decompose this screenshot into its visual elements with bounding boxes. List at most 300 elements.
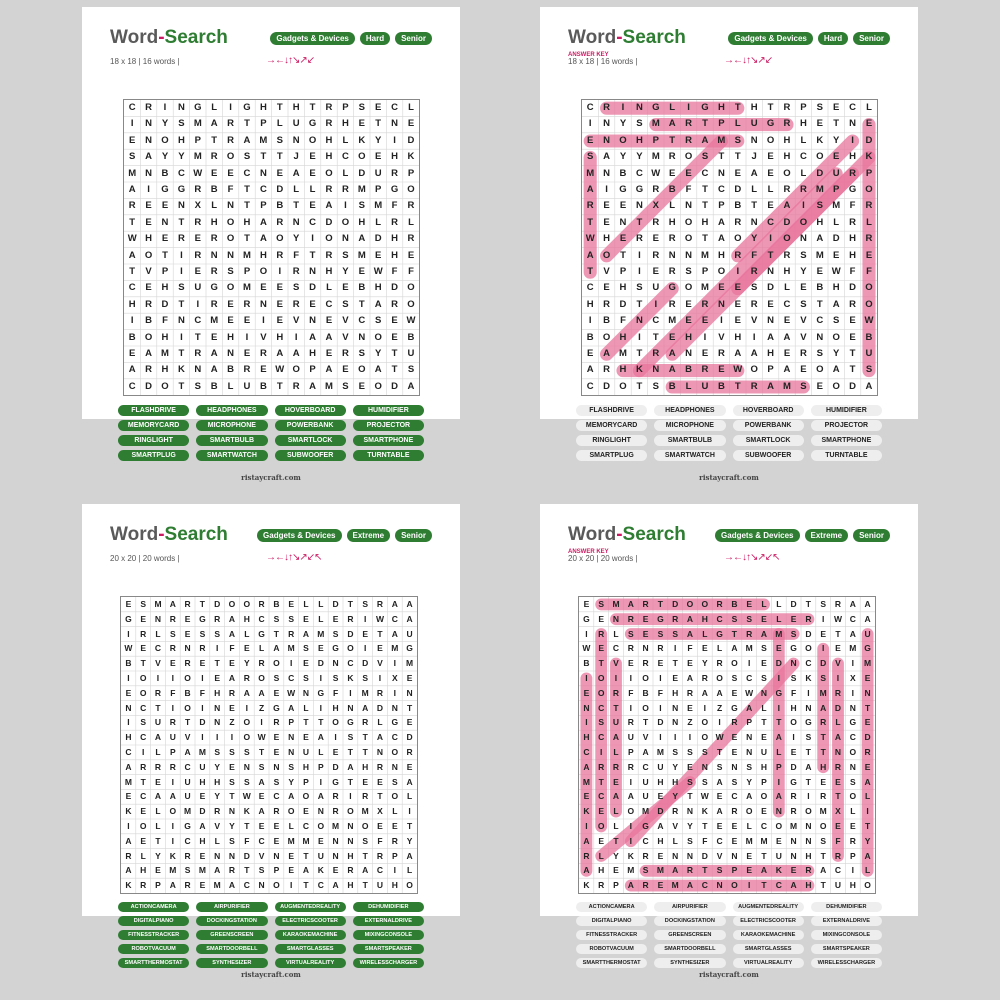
grid-letter: Y bbox=[229, 821, 235, 831]
grid-letter: J bbox=[751, 151, 757, 163]
grid-letter: N bbox=[125, 702, 132, 713]
grid-letter: E bbox=[835, 821, 841, 831]
word-chip: DIGITALPIANO bbox=[118, 916, 189, 926]
word-chip: MIXINGCONSOLE bbox=[353, 930, 424, 940]
grid-letter: H bbox=[750, 102, 758, 113]
grid-letter: H bbox=[619, 282, 627, 294]
grid-letter: L bbox=[685, 380, 692, 392]
word-chip: MEMORYCARD bbox=[576, 420, 647, 431]
grid-letter: N bbox=[731, 761, 738, 772]
grid-letter: D bbox=[816, 167, 824, 179]
grid-letter: S bbox=[391, 776, 398, 787]
grid-letter: A bbox=[228, 613, 236, 624]
grid-letter: A bbox=[775, 732, 782, 743]
word-chip: SMARTPHONE bbox=[811, 435, 882, 446]
grid-letter: R bbox=[849, 298, 857, 310]
grid-letter: O bbox=[259, 266, 268, 277]
word-chip: KARAOKEMACHINE bbox=[733, 930, 804, 940]
grid-letter: R bbox=[864, 747, 871, 757]
grid-letter: N bbox=[259, 167, 267, 179]
grid-letter: A bbox=[309, 380, 317, 392]
grid-letter: A bbox=[128, 249, 136, 261]
grid-letter: R bbox=[210, 233, 218, 245]
grid-letter: H bbox=[820, 761, 827, 772]
grid-letter: I bbox=[654, 298, 658, 310]
grid-letter: D bbox=[775, 658, 782, 669]
grid-letter: A bbox=[125, 835, 132, 846]
grid-letter: A bbox=[288, 702, 295, 713]
word-chip: SMARTBULB bbox=[196, 435, 267, 446]
grid-letter: D bbox=[325, 216, 333, 228]
grid-letter: R bbox=[243, 364, 251, 376]
grid-letter: S bbox=[685, 266, 692, 277]
grid-letter: R bbox=[805, 865, 812, 876]
grid-letter: O bbox=[361, 821, 369, 831]
word-chip: PROJECTOR bbox=[811, 420, 882, 431]
grid-letter: A bbox=[746, 702, 753, 713]
grid-letter: E bbox=[276, 167, 283, 179]
grid-letter: S bbox=[731, 776, 738, 787]
grid-letter: A bbox=[210, 348, 218, 359]
grid-letter: S bbox=[849, 776, 856, 787]
grid-letter: O bbox=[642, 673, 649, 683]
grid-letter: W bbox=[287, 687, 296, 698]
grid-letter: O bbox=[169, 806, 177, 817]
grid-letter: E bbox=[199, 791, 206, 802]
grid-letter: K bbox=[865, 151, 873, 163]
grid-letter: C bbox=[760, 821, 768, 831]
grid-letter: H bbox=[199, 776, 206, 787]
site-footer: ristaycraft.com bbox=[241, 473, 301, 482]
grid-letter: R bbox=[750, 298, 758, 310]
grid-letter: G bbox=[701, 102, 709, 113]
grid-letter: H bbox=[276, 331, 284, 343]
grid-letter: E bbox=[652, 233, 659, 245]
grid-letter: T bbox=[620, 249, 626, 261]
grid-letter: E bbox=[598, 806, 605, 817]
grid-letter: L bbox=[672, 835, 678, 846]
grid-letter: I bbox=[792, 732, 795, 743]
grid-letter: L bbox=[613, 821, 619, 831]
grid-letter: I bbox=[319, 702, 322, 713]
grid-letter: C bbox=[746, 673, 753, 683]
grid-letter: A bbox=[258, 806, 265, 817]
grid-letter: Y bbox=[619, 151, 627, 163]
grid-letter: T bbox=[820, 747, 826, 757]
page-title bbox=[568, 27, 686, 49]
grid-letter: H bbox=[362, 761, 369, 772]
page-title bbox=[568, 524, 686, 546]
grid-letter: U bbox=[243, 380, 251, 392]
grid-letter: R bbox=[210, 266, 218, 277]
grid-letter: S bbox=[816, 102, 823, 113]
grid-letter: B bbox=[717, 380, 725, 392]
grid-letter: I bbox=[659, 702, 662, 713]
grid-letter: A bbox=[750, 348, 758, 359]
grid-letter: E bbox=[358, 266, 365, 277]
grid-letter: O bbox=[139, 687, 147, 698]
grid-letter: I bbox=[349, 791, 352, 802]
grid-letter: R bbox=[347, 865, 354, 876]
grid-letter: P bbox=[833, 184, 840, 195]
grid-letter: A bbox=[716, 687, 723, 698]
grid-letter: H bbox=[805, 880, 812, 891]
grid-letter: D bbox=[767, 282, 775, 294]
grid-letter: C bbox=[128, 380, 136, 392]
grid-letter: V bbox=[258, 850, 265, 861]
grid-letter: A bbox=[210, 118, 218, 130]
grid-letter: S bbox=[273, 673, 280, 683]
grid-letter: A bbox=[210, 364, 218, 376]
grid-letter: I bbox=[866, 806, 869, 817]
grid-letter: U bbox=[750, 118, 758, 130]
word-chip: SMARTPLUG bbox=[576, 450, 647, 461]
grid-letter: O bbox=[406, 880, 413, 891]
grid-letter: T bbox=[318, 717, 324, 728]
grid-letter: H bbox=[816, 216, 824, 228]
grid-letter: P bbox=[309, 364, 316, 376]
grid-letter: V bbox=[718, 331, 725, 343]
grid-letter: A bbox=[362, 702, 369, 713]
grid-letter: M bbox=[357, 184, 366, 195]
grid-letter: B bbox=[128, 331, 136, 343]
grid-letter: G bbox=[332, 643, 339, 654]
grid-letter: L bbox=[761, 702, 767, 713]
grid-letter: M bbox=[374, 200, 383, 212]
grid-letter: D bbox=[347, 628, 354, 639]
puzzle-page bbox=[82, 7, 460, 482]
grid-letter: T bbox=[702, 233, 708, 245]
grid-letter: D bbox=[362, 658, 369, 669]
grid-letter: D bbox=[805, 628, 812, 639]
grid-letter: M bbox=[651, 151, 660, 163]
grid-letter: B bbox=[273, 599, 280, 609]
grid-letter: C bbox=[258, 613, 265, 624]
grid-letter: Y bbox=[214, 791, 221, 802]
grid-letter: U bbox=[834, 880, 842, 891]
grid-letter: R bbox=[184, 850, 191, 861]
grid-letter: Y bbox=[375, 348, 382, 359]
grid-letter: G bbox=[391, 717, 399, 728]
grid-letter: E bbox=[603, 216, 610, 228]
grid-letter: S bbox=[816, 200, 823, 212]
grid-letter: L bbox=[613, 747, 619, 757]
word-chip: TURNTABLE bbox=[811, 450, 882, 461]
grid-letter: T bbox=[303, 850, 309, 861]
grid-letter: O bbox=[775, 821, 783, 831]
grid-letter: A bbox=[259, 233, 267, 245]
grid-letter: M bbox=[243, 249, 251, 261]
grid-letter: S bbox=[362, 599, 369, 609]
grid-letter: E bbox=[303, 613, 309, 624]
grid-letter: A bbox=[317, 732, 324, 743]
grid-letter: D bbox=[317, 658, 324, 669]
grid-letter: E bbox=[273, 687, 280, 698]
grid-letter: C bbox=[849, 102, 857, 113]
grid-letter: E bbox=[767, 151, 774, 163]
grid-letter: E bbox=[800, 282, 807, 294]
grid-letter: E bbox=[129, 348, 136, 359]
word-chip: DOCKINGSTATION bbox=[196, 916, 267, 926]
grid-letter: C bbox=[273, 791, 280, 802]
grid-letter: M bbox=[361, 806, 369, 817]
title-word: Word bbox=[568, 524, 617, 545]
grid-letter: O bbox=[347, 643, 354, 654]
grid-letter: C bbox=[583, 747, 590, 757]
grid-letter: I bbox=[588, 118, 592, 130]
grid-letter: C bbox=[125, 747, 132, 757]
grid-letter: B bbox=[668, 184, 676, 195]
grid-letter: R bbox=[407, 200, 415, 212]
grid-letter: S bbox=[140, 717, 147, 728]
word-list bbox=[118, 902, 424, 968]
grid-letter: D bbox=[790, 761, 797, 772]
grid-letter: M bbox=[161, 348, 169, 359]
grid-letter: R bbox=[642, 658, 649, 669]
word-chip: DEHUMIDIFIER bbox=[353, 902, 424, 912]
grid-letter: C bbox=[816, 315, 824, 327]
grid-letter: N bbox=[309, 315, 317, 327]
grid-letter: A bbox=[376, 732, 384, 743]
grid-letter: O bbox=[716, 673, 723, 683]
grid-letter: D bbox=[701, 850, 708, 861]
grid-letter: H bbox=[243, 216, 251, 228]
grid-letter: S bbox=[347, 732, 354, 743]
grid-letter: T bbox=[652, 331, 659, 343]
grid-letter: E bbox=[358, 380, 365, 392]
word-chip: SYNTHESIZER bbox=[654, 958, 725, 968]
grid-letter: R bbox=[652, 249, 660, 261]
grid-letter: E bbox=[145, 282, 152, 294]
grid-letter: R bbox=[716, 599, 723, 609]
grid-letter: E bbox=[303, 806, 309, 817]
grid-letter: A bbox=[864, 776, 871, 787]
word-chip: EXTERNALDRIVE bbox=[811, 916, 882, 926]
grid-letter: A bbox=[169, 599, 176, 609]
grid-letter: R bbox=[391, 167, 399, 179]
grid-letter: R bbox=[834, 599, 842, 609]
grid-letter: R bbox=[184, 658, 191, 669]
grid-letter: R bbox=[391, 216, 399, 228]
grid-letter: O bbox=[864, 880, 871, 891]
word-chip: GREENSCREEN bbox=[654, 930, 725, 940]
grid-letter: T bbox=[362, 880, 368, 891]
grid-letter: H bbox=[767, 348, 775, 359]
grid-letter: N bbox=[214, 717, 221, 728]
grid-letter: D bbox=[734, 184, 742, 195]
grid-letter: K bbox=[243, 806, 250, 817]
grid-letter: I bbox=[851, 865, 854, 876]
grid-letter: P bbox=[317, 761, 324, 772]
grid-letter: T bbox=[687, 791, 693, 802]
tag-badge: Gadgets & Devices bbox=[270, 32, 354, 45]
grid-letter: O bbox=[347, 806, 354, 817]
grid-letter: M bbox=[656, 747, 664, 757]
grid-letter: T bbox=[849, 348, 856, 359]
grid-letter: E bbox=[864, 673, 871, 683]
grid-letter: E bbox=[375, 151, 382, 163]
grid-letter: O bbox=[226, 151, 235, 163]
grid-letter: C bbox=[358, 315, 366, 327]
grid-letter: I bbox=[688, 732, 692, 743]
grid-letter: C bbox=[586, 102, 594, 113]
grid-letter: N bbox=[228, 850, 236, 861]
word-chip: ROBOTVACUUM bbox=[118, 944, 189, 954]
grid-letter: N bbox=[672, 702, 679, 713]
grid-letter: P bbox=[718, 200, 725, 212]
grid-letter: B bbox=[210, 380, 218, 392]
grid-letter: A bbox=[849, 628, 856, 639]
grid-letter: N bbox=[717, 298, 725, 310]
grid-letter: T bbox=[734, 380, 741, 392]
grid-letter: C bbox=[177, 167, 185, 179]
grid-letter: T bbox=[303, 880, 309, 891]
grid-letter: C bbox=[302, 821, 310, 831]
grid-letter: N bbox=[685, 249, 693, 261]
word-chip: AUGMENTEDREALITY bbox=[275, 902, 346, 912]
word-chip: ROBOTVACUUM bbox=[576, 944, 647, 954]
grid-info: 18 x 18 | 16 words | bbox=[568, 57, 638, 66]
grid-letter: K bbox=[583, 880, 590, 891]
grid-letter: S bbox=[598, 717, 605, 728]
grid-letter: N bbox=[775, 806, 782, 817]
grid-letter: E bbox=[303, 658, 309, 669]
grid-letter: A bbox=[145, 348, 153, 359]
grid-letter: L bbox=[408, 102, 414, 113]
grid-letter: A bbox=[672, 865, 679, 876]
grid-letter: E bbox=[273, 747, 280, 757]
grid-letter: O bbox=[161, 134, 169, 146]
title-search: Search bbox=[622, 524, 686, 545]
grid-letter: A bbox=[717, 216, 725, 228]
word-chip: DOCKINGSTATION bbox=[654, 916, 725, 926]
grid-letter: E bbox=[243, 348, 251, 359]
grid-letter: A bbox=[864, 850, 871, 861]
grid-letter: E bbox=[317, 835, 324, 846]
grid-letter: R bbox=[750, 380, 758, 392]
word-chip: SMARTDOORBELL bbox=[654, 944, 725, 954]
grid-letter: W bbox=[127, 233, 137, 245]
word-chip: ACTIONCAMERA bbox=[576, 902, 647, 912]
grid-letter: K bbox=[635, 364, 643, 376]
grid-letter: H bbox=[259, 249, 267, 261]
grid-letter: R bbox=[128, 200, 136, 212]
grid-letter: K bbox=[627, 850, 634, 861]
grid-letter: E bbox=[734, 298, 741, 310]
grid-letter: R bbox=[228, 687, 236, 698]
grid-letter: S bbox=[407, 364, 415, 376]
grid-letter: S bbox=[790, 673, 797, 683]
grid-letter: N bbox=[635, 315, 643, 327]
grid-letter: R bbox=[184, 880, 191, 891]
grid-letter: S bbox=[820, 599, 827, 609]
grid-letter: R bbox=[210, 298, 218, 310]
direction-arrows: →←↓↑↘↗↙ bbox=[266, 55, 315, 66]
grid-letter: E bbox=[342, 364, 349, 376]
word-chip: SMARTLOCK bbox=[733, 435, 804, 446]
grid-letter: E bbox=[685, 298, 692, 310]
grid-letter: A bbox=[407, 380, 415, 392]
grid-letter: E bbox=[406, 717, 413, 728]
grid-letter: C bbox=[309, 216, 317, 228]
grid-letter: N bbox=[391, 118, 399, 130]
grid-letter: G bbox=[635, 184, 644, 195]
grid-letter: B bbox=[125, 658, 132, 669]
grid-letter: L bbox=[342, 167, 349, 179]
grid-letter: W bbox=[375, 613, 384, 624]
letter-grid bbox=[581, 99, 878, 396]
grid-letter: H bbox=[177, 134, 185, 146]
grid-letter: F bbox=[391, 200, 398, 212]
grid-letter: R bbox=[288, 628, 295, 639]
grid-letter: E bbox=[317, 643, 324, 654]
grid-letter: S bbox=[243, 776, 250, 787]
grid-letter: N bbox=[790, 658, 797, 669]
grid-letter: A bbox=[832, 364, 840, 376]
grid-letter: T bbox=[598, 658, 604, 669]
grid-letter: T bbox=[702, 118, 708, 130]
grid-letter: W bbox=[582, 643, 591, 654]
grid-letter: M bbox=[317, 628, 325, 639]
grid-letter: L bbox=[613, 806, 619, 817]
grid-letter: O bbox=[766, 134, 775, 146]
grid-letter: H bbox=[583, 732, 590, 743]
grid-letter: N bbox=[686, 806, 694, 817]
grid-letter: O bbox=[602, 331, 611, 343]
grid-letter: E bbox=[767, 167, 774, 179]
grid-letter: T bbox=[140, 776, 146, 787]
grid-letter: C bbox=[391, 102, 399, 113]
word-chip: FLASHDRIVE bbox=[576, 405, 647, 416]
grid-letter: U bbox=[865, 348, 873, 359]
grid-letter: G bbox=[864, 643, 871, 654]
grid-letter: L bbox=[342, 134, 349, 146]
grid-letter: I bbox=[171, 821, 174, 831]
grid-letter: N bbox=[258, 880, 265, 891]
grid-letter: H bbox=[125, 732, 132, 743]
grid-letter: C bbox=[376, 865, 384, 876]
grid-letter: P bbox=[718, 118, 725, 130]
grid-letter: E bbox=[642, 613, 649, 624]
grid-letter: M bbox=[586, 167, 595, 179]
grid-letter: R bbox=[169, 761, 176, 772]
grid-letter: E bbox=[145, 200, 152, 212]
grid-letter: A bbox=[228, 628, 236, 639]
grid-letter: O bbox=[790, 717, 797, 728]
grid-letter: R bbox=[194, 348, 202, 359]
grid-letter: U bbox=[775, 850, 782, 861]
grid-letter: E bbox=[211, 331, 218, 343]
grid-letter: H bbox=[598, 865, 605, 876]
grid-letter: T bbox=[805, 776, 811, 787]
grid-letter: V bbox=[377, 658, 383, 669]
grid-letter: C bbox=[642, 761, 649, 772]
grid-letter: I bbox=[127, 821, 130, 831]
grid-letter: N bbox=[358, 331, 366, 343]
title-word: Word bbox=[110, 524, 159, 545]
grid-letter: O bbox=[407, 282, 415, 294]
grid-letter: U bbox=[652, 282, 660, 294]
grid-letter: S bbox=[672, 628, 679, 639]
grid-letter: E bbox=[273, 835, 280, 846]
grid-letter: T bbox=[258, 747, 265, 757]
grid-letter: O bbox=[332, 717, 339, 728]
grid-letter: N bbox=[177, 315, 185, 327]
letter-grid bbox=[120, 596, 418, 894]
grid-letter: E bbox=[835, 776, 841, 787]
grid-letter: H bbox=[227, 331, 235, 343]
grid-letter: R bbox=[376, 599, 384, 609]
